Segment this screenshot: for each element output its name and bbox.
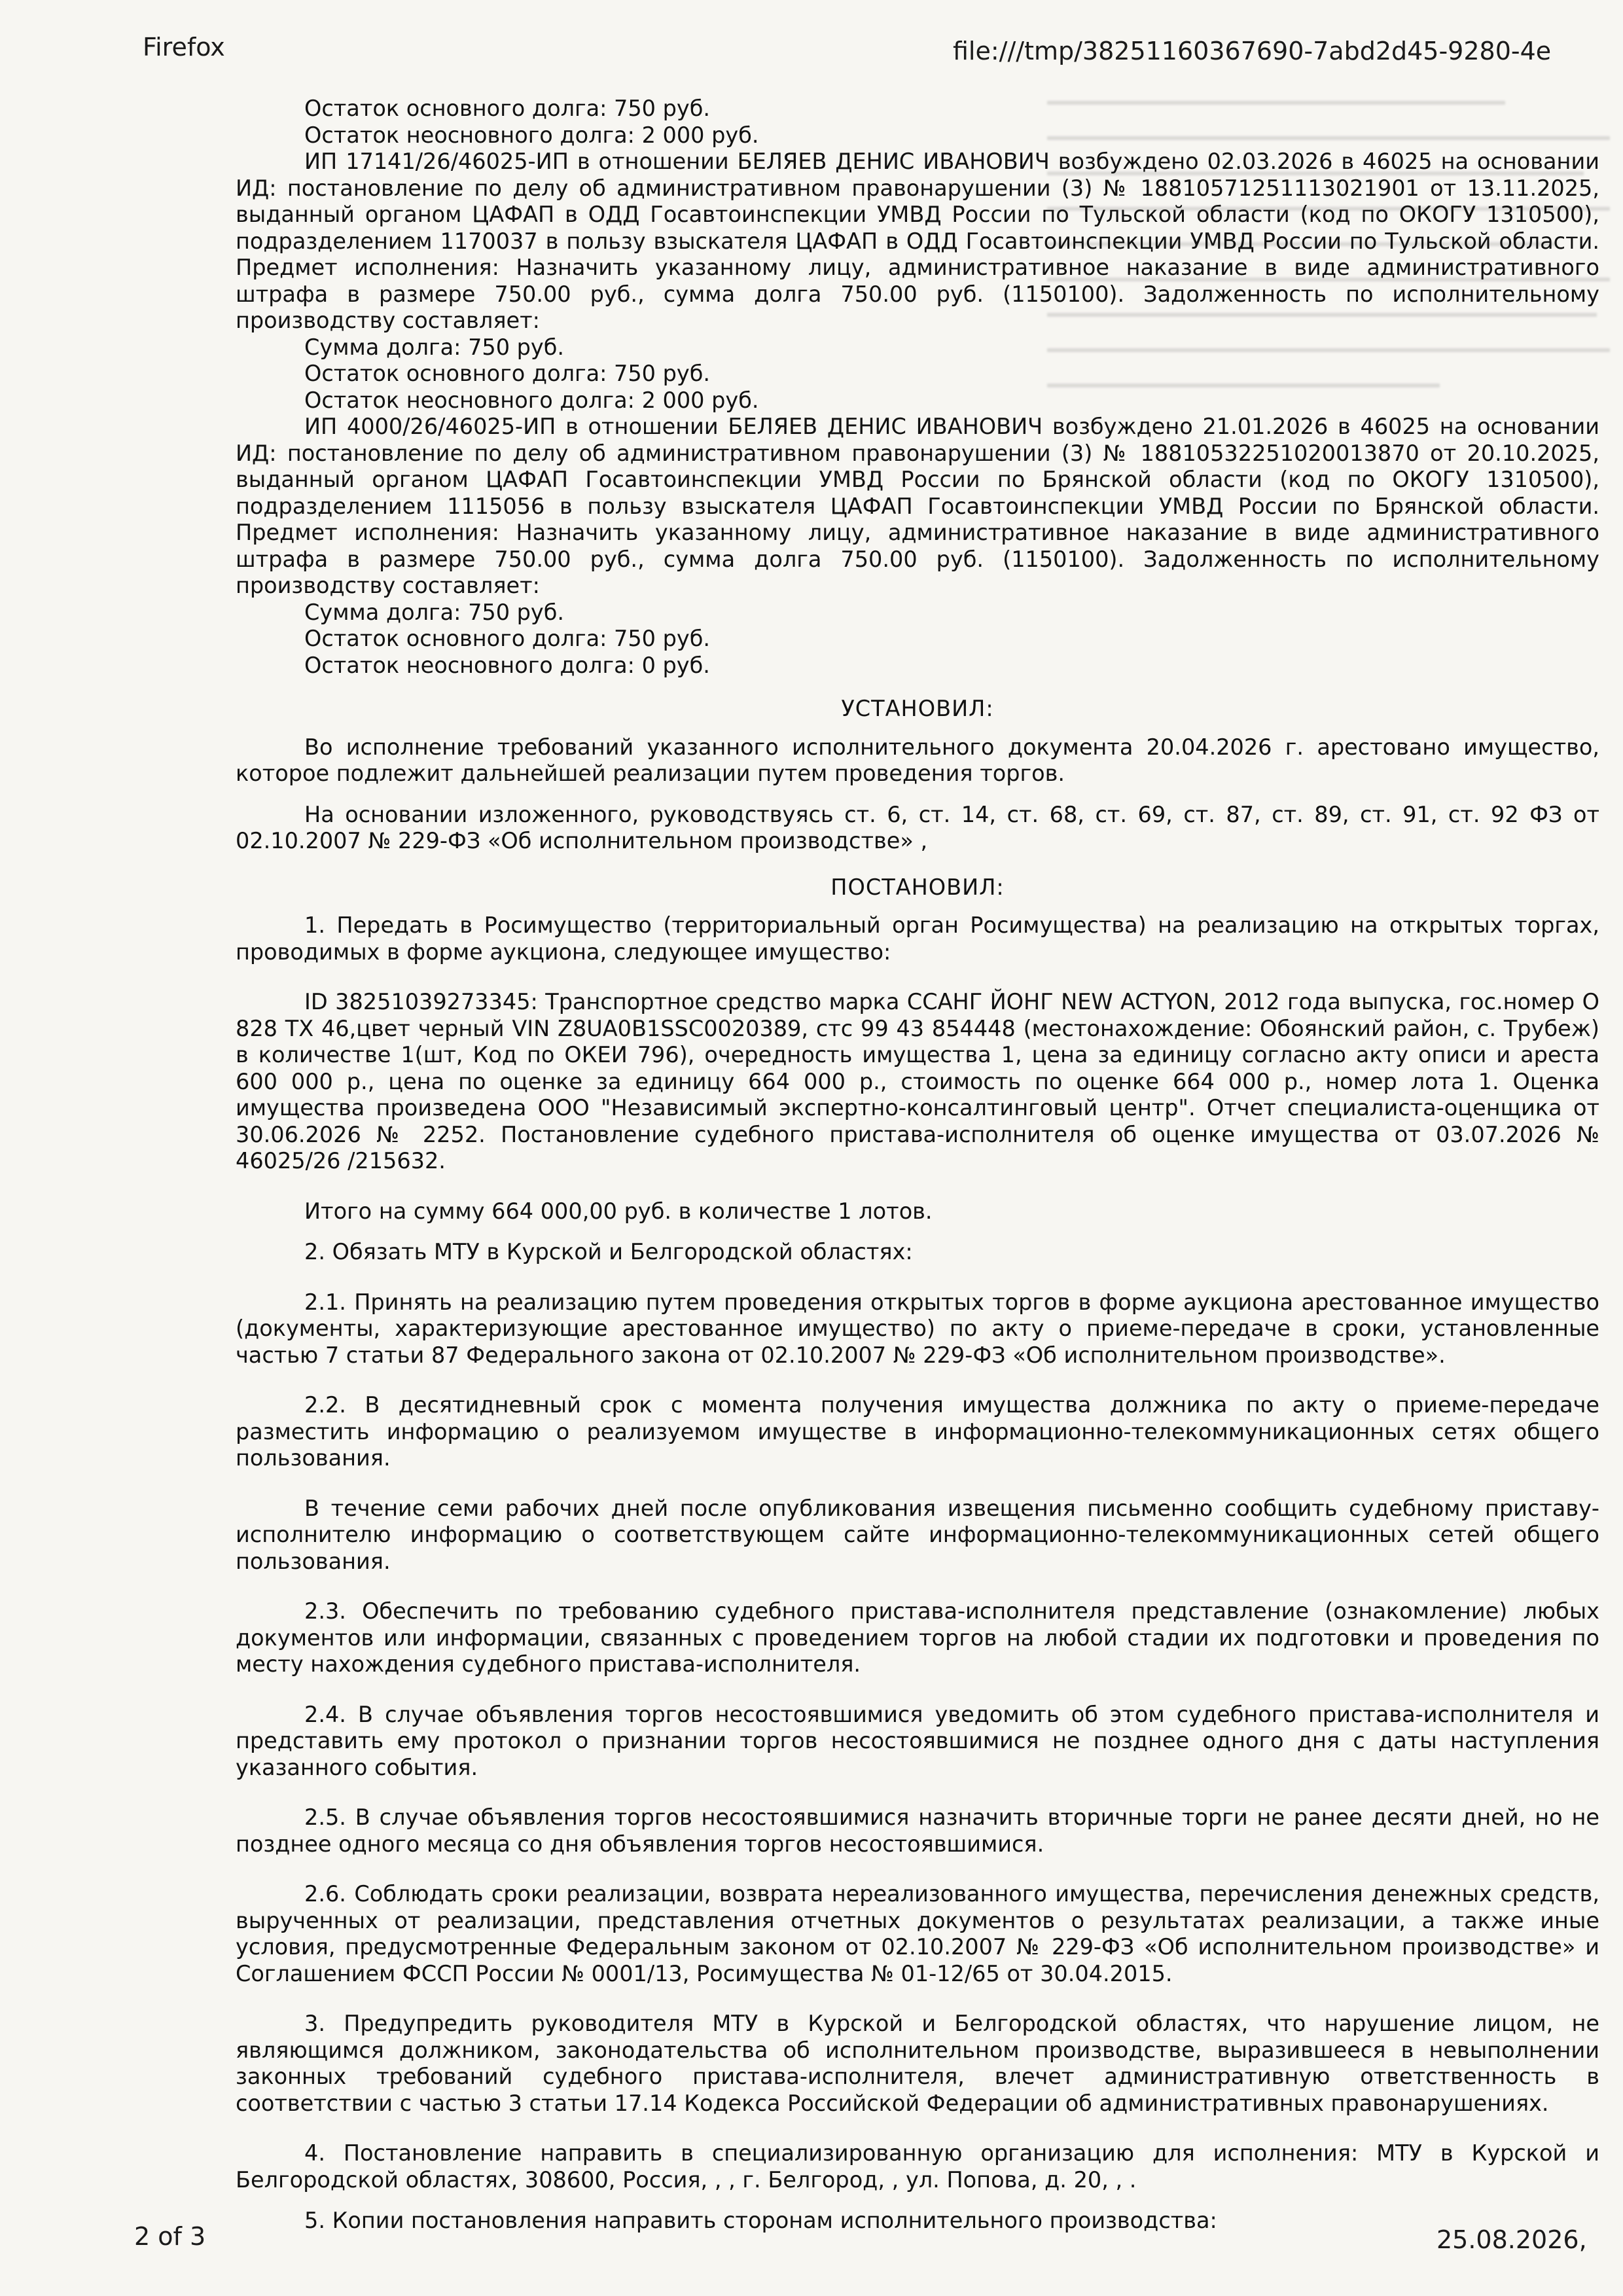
established-text: Во исполнение требований указанного исполнительного документа 20.04.2026 г. арестовано имущество, которое подлежит дальнейшей реализации путем проведения торгов. bbox=[236, 734, 1599, 786]
browser-url: file:///tmp/38251160367690-7abd2d45-9280-4e bbox=[953, 37, 1552, 65]
item-5: 5. Копии постановления направить сторонам исполнительного производства: bbox=[304, 2208, 1217, 2233]
item-2-3: 2.3. Обеспечить по требованию судебного пристава-исполнителя представление (ознакомление) любых документов или информации, связанных с проведением торгов на любой стадии их подготовки и проведения по месту нахождения судебного пристава-исполнителя. bbox=[236, 1598, 1599, 1677]
item-4: 4. Постановление направить в специализированную организацию для исполнения: МТУ в Курской и Белгородской областях, 308600, Россия, , , г. Белгород, , ул. Попова, д. 20, , . bbox=[236, 2140, 1599, 2193]
total-line: Итого на сумму 664 000,00 руб. в количестве 1 лотов. bbox=[304, 1198, 933, 1224]
basis-text: На основании изложенного, руководствуясь ст. 6, ст. 14, ст. 68, ст. 69, ст. 87, ст. 89, ст. 91, ст. 92 ФЗ от 02.10.2007 № 229-ФЗ «Об исполнительном производстве» , bbox=[236, 801, 1599, 853]
document-body bbox=[236, 96, 1599, 2234]
heading-resolved: ПОСТАНОВИЛ: bbox=[830, 874, 1005, 900]
item-2-5: 2.5. В случае объявления торгов несостоявшимися назначить вторичные торги не ранее десяти дней, но не позднее одного месяца со дня объявления торгов несостоявшимися. bbox=[236, 1804, 1599, 1857]
print-date: 25.08.2026, bbox=[1436, 2225, 1587, 2254]
ip2-sum-line: Остаток неосновного долга: 0 руб. bbox=[304, 652, 710, 678]
ip1-sum-line: Остаток основного долга: 750 руб. bbox=[304, 361, 711, 386]
item-3: 3. Предупредить руководителя МТУ в Курской и Белгородской областях, что нарушение лицом, не являющимся должником, законодательства об исполнительном производстве, выразившееся в невыполнении законных требований судебного пристава-исполнителя, влечет административную ответственность в соответствии с частью 3 статьи 17.14 Кодекса Российской Федерации об административных правонарушениях. bbox=[236, 2011, 1599, 2116]
item-2-4: 2.4. В случае объявления торгов несостоявшимися уведомить об этом судебного пристава-исполнителя и представить ему протокол о признании торгов несостоявшимися не позднее одного дня с даты наступления указанного события. bbox=[236, 1701, 1599, 1780]
top-sum-line: Остаток неосновного долга: 2 000 руб. bbox=[304, 122, 759, 148]
ip1-sum-line: Остаток неосновного долга: 2 000 руб. bbox=[304, 387, 759, 413]
browser-app-name: Firefox bbox=[143, 33, 225, 62]
enforcement-proceeding-2: ИП 4000/26/46025-ИП в отношении БЕЛЯЕВ ДЕНИС ИВАНОВИЧ возбуждено 21.01.2026 в 46025 на основании ИД: постановление по делу об административном правонарушении (3) № 18810532251020013870 от 20.10.2025, выданный органом ЦАФАП Госавтоинспекции УМВД России по Брянской области (код по ОКОГУ 1310500), подразделением 1115056 в пользу взыскателя ЦАФАП Госавтоинспекции УМВД России по Брянской области. Предмет исполнения: Назначить указанному лицу, административное наказание в виде административного штрафа в размере 750.00 руб., сумма долга 750.00 руб. (1150100). Задолженность по исполнительному производству составляет: bbox=[236, 414, 1599, 598]
heading-established: УСТАНОВИЛ: bbox=[841, 696, 994, 721]
item-2-2-b: В течение семи рабочих дней после опубликования извещения письменно сообщить судебному приставу-исполнителю информацию о соответствующем сайте информационно-телекоммуникационных сетей общего пользования. bbox=[236, 1495, 1599, 1574]
item-2-1: 2.1. Принять на реализацию путем проведения открытых торгов в форме аукциона арестованное имущество (документы, характеризующие арестованное имущество) по акту о приеме-передаче в сроки, установленные частью 7 статьи 87 Федерального закона от 02.10.2007 № 229-ФЗ «Об исполнительном производстве». bbox=[236, 1289, 1599, 1368]
enforcement-proceeding-1: ИП 17141/26/46025-ИП в отношении БЕЛЯЕВ ДЕНИС ИВАНОВИЧ возбуждено 02.03.2026 в 46025 на основании ИД: постановление по делу об административном правонарушении (3) № 18810571251113021901 от 13.11.2025, выданный органом ЦАФАП в ОДД Госавтоинспекции УМВД России по Тульской области (код по ОКОГУ 1310500), подразделением 1170037 в пользу взыскателя ЦАФАП в ОДД Госавтоинспекции УМВД России по Тульской области. Предмет исполнения: Назначить указанному лицу, административное наказание в виде административного штрафа в размере 750.00 руб., сумма долга 750.00 руб. (1150100). Задолженность по исполнительному производству составляет: bbox=[236, 149, 1599, 333]
item-2-2: 2.2. В десятидневный срок с момента получения имущества должника по акту о приеме-передаче разместить информацию о реализуемом имуществе в информационно-телекоммуникационных сетях общего пользования. bbox=[236, 1392, 1599, 1471]
ip2-sum-line: Остаток основного долга: 750 руб. bbox=[304, 626, 711, 651]
ip1-sum-line: Сумма долга: 750 руб. bbox=[304, 334, 565, 360]
item-1: 1. Передать в Росимущество (территориальный орган Росимущества) на реализацию на открытых торгах, проводимых в форме аукциона, следующее имущество: bbox=[236, 912, 1599, 965]
property-description: ID 38251039273345: Транспортное средство марка ССАНГ ЙОНГ NEW ACTYON, 2012 года выпуска, гос.номер О 828 ТХ 46,цвет черный VIN Z8UA0B1SSC0020389, стс 99 43 854448 (местонахождение: Обоянский район, с. Трубеж) в количестве 1(шт, Код по ОКЕИ 796), очередность имущества 1, цена за единицу согласно акту описи и ареста 600 000 р., цена по оценке за единицу 664 000 р., стоимость по оценке 664 000 р., номер лота 1. Оценка имущества произведена ООО "Независимый экспертно-консалтинговый центр". Отчет специалиста-оценщика от 30.06.2026 № 2252. Постановление судебного пристава-исполнителя об оценке имущества от 03.07.2026 № 46025/26 /215632. bbox=[236, 989, 1599, 1174]
top-sum-line: Остаток основного долга: 750 руб. bbox=[304, 96, 711, 121]
item-2-6: 2.6. Соблюдать сроки реализации, возврата нереализованного имущества, перечисления денежных средств, вырученных от реализации, представления отчетных документов о результатах реализации, а также иные условия, предусмотренные Федеральным законом от 02.10.2007 № 229-ФЗ «Об исполнительном производстве» и Соглашением ФССП России № 0001/13, Росимущества № 01-12/65 от 30.04.2015. bbox=[236, 1881, 1599, 1986]
item-2: 2. Обязать МТУ в Курской и Белгородской областях: bbox=[304, 1239, 913, 1265]
page-indicator: 2 of 3 bbox=[134, 2222, 206, 2251]
ip2-sum-line: Сумма долга: 750 руб. bbox=[304, 599, 565, 625]
